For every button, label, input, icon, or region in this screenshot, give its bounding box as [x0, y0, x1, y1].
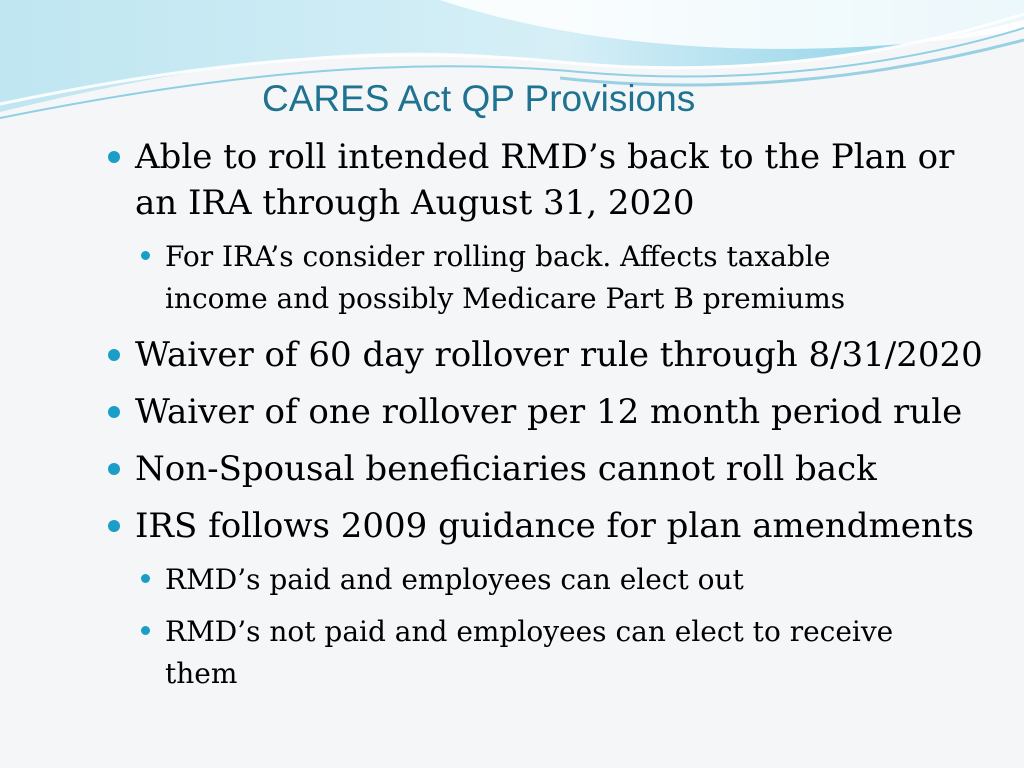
bullet-icon [108, 520, 120, 532]
bullet-waiver-one-rollover [135, 389, 962, 435]
bullet-text: IRS follows 2009 guidance for plan amendments [135, 506, 974, 546]
subbullet-rmd-not-paid [165, 611, 893, 695]
bullet-icon [141, 626, 150, 635]
bullet-text: Waiver of one rollover per 12 month period rule [135, 392, 963, 432]
bullet-waiver-60-day [135, 332, 983, 378]
bullet-icon [108, 406, 120, 418]
bullet-icon [141, 251, 150, 260]
bullet-text: Waiver of 60 day rollover rule through 8/31/2020 [135, 335, 983, 375]
bullet-text-continued: income and possibly Medicare Part B premiums [165, 282, 846, 315]
bullet-text: Able to roll intended RMD’s back to the Plan or [135, 137, 955, 177]
bullet-text: RMD’s paid and employees can elect out [165, 563, 744, 596]
bullet-text-continued: them [165, 657, 238, 690]
bullet-text: RMD’s not paid and employees can elect to receive [165, 615, 894, 648]
bullet-icon [141, 574, 150, 583]
subbullet-ira-rollback [165, 236, 845, 320]
slide-title: CARES Act QP Provisions [262, 78, 696, 119]
subbullet-rmd-paid [165, 559, 744, 601]
bullet-icon [108, 349, 120, 361]
bullet-icon [108, 151, 120, 163]
bullet-text-continued: an IRA through August 31, 2020 [135, 183, 695, 223]
bullet-rmd-rollback [135, 134, 954, 226]
bullet-non-spousal [135, 446, 877, 492]
bullet-icon [108, 463, 120, 475]
bullet-text: For IRA’s consider rolling back. Affects taxable [165, 240, 831, 273]
bullet-text: Non-Spousal beneficiaries cannot roll back [135, 449, 877, 489]
bullet-irs-guidance [135, 503, 974, 549]
